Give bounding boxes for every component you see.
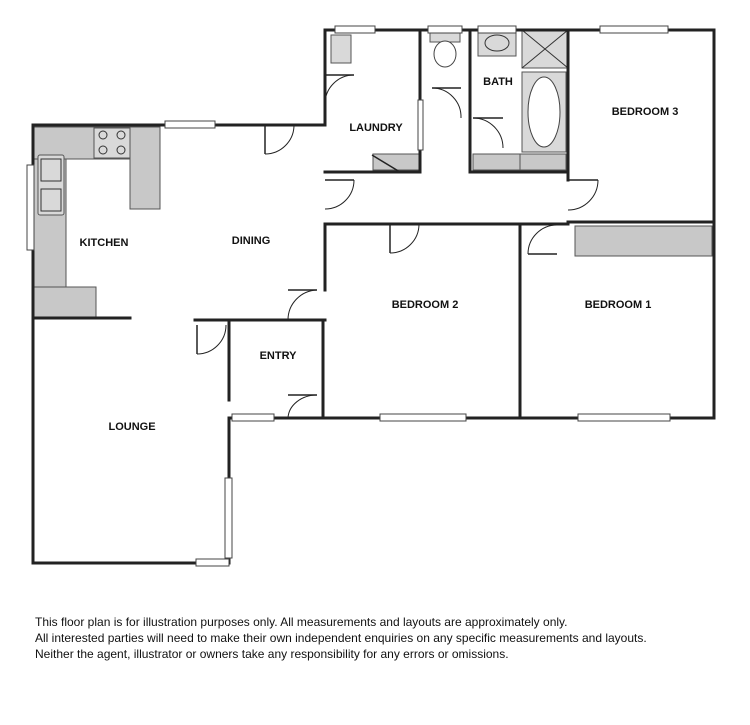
laundry-tub	[331, 35, 351, 63]
shower	[522, 30, 568, 68]
room-label-bedroom-1: BEDROOM 1	[584, 299, 652, 311]
disclaimer-line: All interested parties will need to make their own independent enquiries on any specific measurements and layouts.	[35, 631, 647, 645]
disclaimer-line: Neither the agent, illustrator or owners take any responsibility for any errors or omissions.	[35, 647, 509, 661]
kitchen-sink	[38, 155, 64, 215]
room-label-dining: DINING	[231, 235, 271, 247]
room-label-lounge: LOUNGE	[108, 421, 156, 433]
room-label-bedroom-3: BEDROOM 3	[611, 106, 679, 118]
room-label-bath: BATH	[483, 76, 513, 88]
wardrobe-bedroom-1	[575, 226, 712, 256]
room-label-laundry: LAUNDRY	[349, 122, 403, 134]
room-label-kitchen: KITCHEN	[79, 237, 129, 249]
bathtub	[522, 72, 566, 152]
windows	[27, 26, 670, 566]
cooktop	[94, 128, 130, 158]
bath-vanity	[473, 154, 520, 170]
disclaimer-line: This floor plan is for illustration purposes only. All measurements and layouts are approximately only.	[35, 615, 568, 629]
toilet	[430, 32, 460, 67]
room-label-entry: ENTRY	[259, 350, 297, 362]
room-label-bedroom-2: BEDROOM 2	[391, 299, 459, 311]
bath-bench	[520, 154, 566, 170]
disclaimer	[35, 614, 735, 662]
vanity-basin	[478, 30, 516, 56]
laundry-bench	[373, 154, 419, 170]
